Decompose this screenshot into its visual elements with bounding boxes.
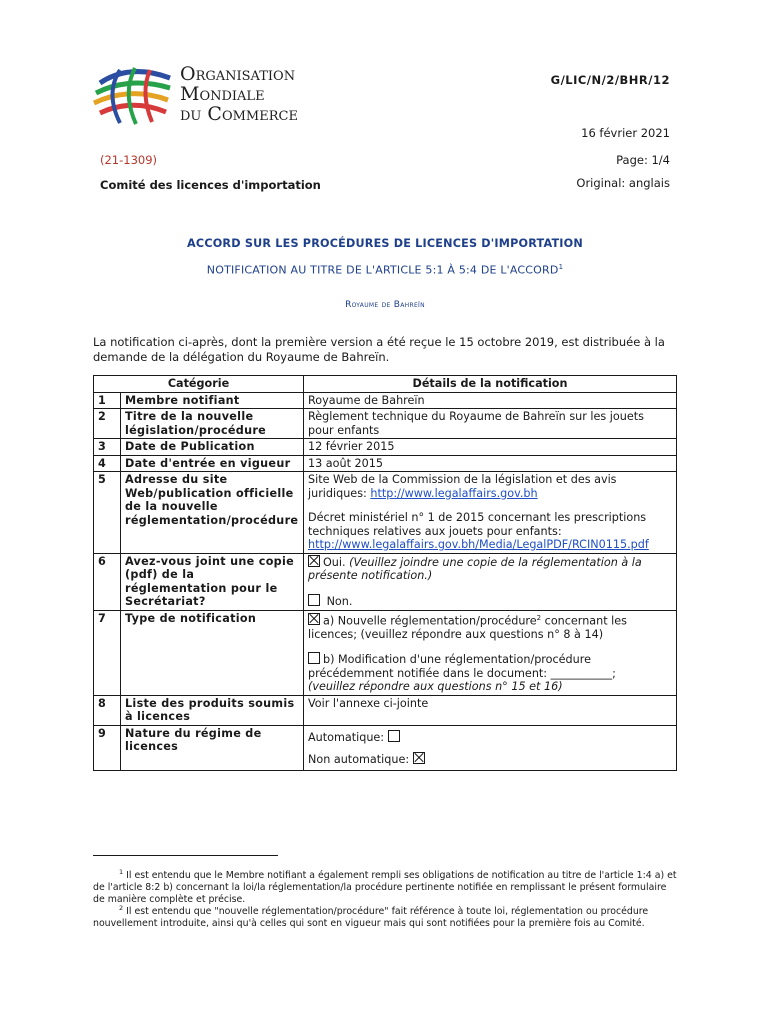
table-row	[94, 455, 677, 472]
table-row	[94, 610, 677, 695]
website-description: Site Web de la Commission de la législation et des avis juridiques:	[308, 473, 617, 500]
checkbox-automatic[interactable]	[388, 730, 400, 742]
row-number: 7	[94, 610, 121, 695]
row-label: Membre notifiant	[121, 392, 304, 409]
row-label: Titre de la nouvelle législation/procédure	[121, 409, 304, 439]
document-reference: G/LIC/N/2/BHR/12	[550, 73, 670, 87]
table-row	[94, 392, 677, 409]
row-number: 1	[94, 392, 121, 409]
legal-affairs-link[interactable]: http://www.legalaffairs.gov.bh	[370, 486, 538, 500]
footnote-text: Il est entendu que "nouvelle réglementation/procédure" fait référence à toute loi, réglementation ou procédure nouvellement introduite, ainsi qu'à celles qui sont en vigueur mais qui sont notifiées pour la première fois au Comité.	[93, 906, 649, 930]
document-date: 16 février 2021	[581, 126, 670, 140]
footnote-2	[93, 902, 678, 930]
org-line-1: Organisation	[180, 63, 296, 85]
decree-description: Décret ministériel n° 1 de 2015 concernant les prescriptions techniques relatives aux jouets pour enfants:	[308, 511, 647, 538]
footnote-mark: 1	[119, 868, 124, 876]
automatic-label: Automatique:	[308, 730, 385, 744]
row-label: Nature du régime de licences	[121, 725, 304, 770]
row-value: Royaume de Bahreïn	[304, 392, 677, 409]
original-language: Original: anglais	[576, 176, 670, 190]
row-label: Liste des produits soumis à licences	[121, 695, 304, 725]
checkbox-modification[interactable]	[308, 652, 320, 664]
row-label: Adresse du site Web/publication officielle de la nouvelle réglementation/procédure	[121, 472, 304, 554]
country-title: Royaume de Bahreïn	[345, 300, 425, 310]
notification-title-text: NOTIFICATION AU TITRE DE L'ARTICLE 5:1 À 5:4 DE L'ACCORD	[206, 263, 559, 277]
row-number: 3	[94, 439, 121, 456]
yes-note: (Veuillez joindre une copie de la réglementation à la présente notification.)	[308, 555, 642, 582]
row-number: 6	[94, 553, 121, 610]
table-row	[94, 472, 677, 554]
organisation-name	[180, 64, 298, 124]
notification-title	[0, 263, 770, 277]
footnote-ref-1[interactable]: 1	[558, 263, 564, 271]
row-label: Type de notification	[121, 610, 304, 695]
row-value	[304, 472, 677, 554]
page-indicator: Page: 1/4	[616, 153, 670, 167]
row-number: 5	[94, 472, 121, 554]
option-a-text-2: concernant les licences; (veuillez répondre aux questions n° 8 à 14)	[308, 614, 628, 641]
document-number: (21-1309)	[100, 153, 158, 167]
checkbox-yes-checked[interactable]	[308, 555, 320, 567]
row-value	[304, 725, 677, 770]
committee-name: Comité des licences d'importation	[100, 178, 321, 192]
row-value: 13 août 2015	[304, 455, 677, 472]
footnote-separator	[93, 855, 278, 856]
row-number: 9	[94, 725, 121, 770]
footnote-text: Il est entendu que le Membre notifiant a également rempli ses obligations de notification au titre de l'article 1:4 a) et de l'article 8:2 b) concernant la loi/la réglementation/la procédure pertinente notifiée en remplissant le présent formulaire de manière complète et précise.	[93, 870, 677, 906]
row-value: 12 février 2015	[304, 439, 677, 456]
decree-pdf-link[interactable]: http://www.legalaffairs.gov.bh/Media/LegalPDF/RCIN0115.pdf	[308, 538, 649, 551]
row-number: 2	[94, 409, 121, 439]
intro-paragraph: La notification ci-après, dont la première version a été reçue le 15 octobre 2019, est distribuée à la demande de la délégation du Royaume de Bahreïn.	[93, 335, 665, 364]
option-b-note: (veuillez répondre aux questions n° 15 et 16)	[308, 680, 563, 694]
option-b-text: b) Modification d'une réglementation/procédure précédemment notifiée dans le document: ___________;	[308, 653, 616, 680]
notification-table	[93, 375, 677, 771]
checkbox-no[interactable]	[308, 594, 320, 606]
no-label: Non.	[326, 594, 353, 608]
footnote-mark: 2	[119, 904, 124, 912]
row-label: Date de Publication	[121, 439, 304, 456]
table-row	[94, 695, 677, 725]
checkbox-non-automatic-checked[interactable]	[413, 752, 425, 764]
table-row	[94, 439, 677, 456]
header-category: Catégorie	[94, 376, 304, 393]
yes-label: Oui.	[323, 555, 346, 569]
wto-emblem-icon	[90, 58, 180, 128]
footnote-ref-2[interactable]: 2	[536, 613, 542, 622]
table-row	[94, 553, 677, 610]
agreement-title: ACCORD SUR LES PROCÉDURES DE LICENCES D'IMPORTATION	[187, 237, 583, 250]
row-value	[304, 610, 677, 695]
non-automatic-label: Non automatique:	[308, 753, 410, 767]
footnote-1	[93, 866, 678, 906]
table-row	[94, 725, 677, 770]
table-row	[94, 409, 677, 439]
row-label: Avez-vous joint une copie (pdf) de la réglementation pour le Secrétariat?	[121, 553, 304, 610]
row-number: 8	[94, 695, 121, 725]
option-a-text: a) Nouvelle réglementation/procédure	[323, 614, 537, 628]
row-number: 4	[94, 455, 121, 472]
header-details: Détails de la notification	[304, 376, 677, 393]
row-value: Règlement technique du Royaume de Bahreïn sur les jouets pour enfants	[304, 409, 677, 439]
row-value	[304, 553, 677, 610]
org-line-3: du Commerce	[180, 103, 298, 125]
row-label: Date d'entrée en vigueur	[121, 455, 304, 472]
row-value: Voir l'annexe ci-jointe	[304, 695, 677, 725]
table-header-row	[94, 376, 677, 393]
org-line-2: Mondiale	[180, 83, 265, 105]
checkbox-new-regulation-checked[interactable]	[308, 613, 320, 625]
